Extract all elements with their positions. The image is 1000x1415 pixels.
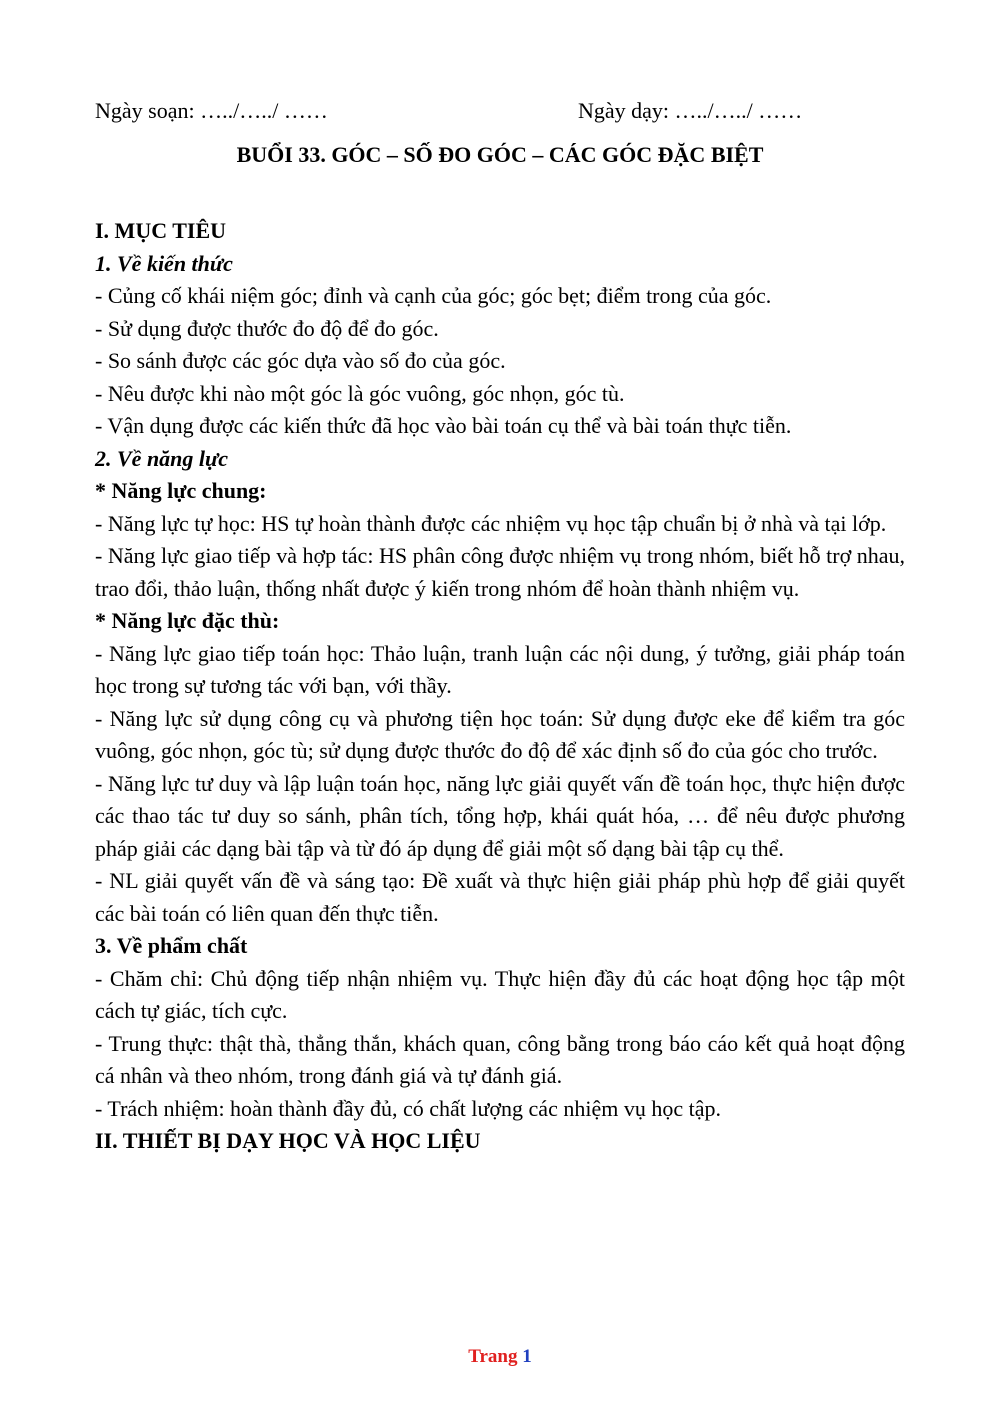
specific-competency-item: - Năng lực sử dụng công cụ và phương tiện học toán: Sử dụng được eke để kiểm tra góc vuông, góc nhọn, góc tù; sử dụng được thước đo độ để xác định số đo của góc cho trước. bbox=[95, 705, 905, 763]
page-number: 1 bbox=[522, 1346, 532, 1367]
subheading-competency: 2. Về năng lực bbox=[95, 445, 228, 471]
knowledge-item: - Nêu được khi nào một góc là góc vuông, góc nhọn, góc tù. bbox=[95, 380, 625, 406]
knowledge-item: - So sánh được các góc dựa vào số đo của góc. bbox=[95, 348, 506, 373]
quality-item: - Chăm chỉ: Chủ động tiếp nhận nhiệm vụ. Thực hiện đầy đủ các hoạt động học tập một cách tự giác, tích cực. bbox=[95, 965, 905, 1023]
general-competency-heading: * Năng lực chung: bbox=[95, 478, 267, 503]
subheading-qualities: 3. Về phẩm chất bbox=[95, 933, 248, 958]
knowledge-item: - Vận dụng được các kiến thức đã học vào bài toán cụ thể và bài toán thực tiễn. bbox=[95, 413, 792, 438]
lesson-title: BUỔI 33. GÓC – SỐ ĐO GÓC – CÁC GÓC ĐẶC BIỆT bbox=[236, 142, 764, 167]
general-competency-item: - Năng lực tự học: HS tự hoàn thành được các nhiệm vụ học tập chuẩn bị ở nhà và tại lớp. bbox=[95, 510, 887, 536]
specific-competency-heading: * Năng lực đặc thù: bbox=[95, 608, 280, 633]
section-heading-objectives: I. MỤC TIÊU bbox=[95, 218, 227, 243]
specific-competency-item: - Năng lực tư duy và lập luận toán học, năng lực giải quyết vấn đề toán học, thực hiện được các thao tác tư duy so sánh, phân tích, tổng hợp, khái quát hóa, … để nêu được phương pháp giải các dạng bài tập và từ đó áp dụng để giải một số dạng bài tập cụ thể. bbox=[95, 770, 905, 861]
section-heading-equipment: II. THIẾT BỊ DẠY HỌC VÀ HỌC LIỆU bbox=[95, 1128, 481, 1153]
general-competency-item: - Năng lực giao tiếp và hợp tác: HS phân công được nhiệm vụ trong nhóm, biết hỗ trợ nhau, trao đổi, thảo luận, thống nhất được ý kiến trong nhóm để hoàn thành nhiệm vụ. bbox=[95, 543, 905, 601]
page-label: Trang bbox=[468, 1346, 518, 1367]
quality-item: - Trung thực: thật thà, thẳng thắn, khách quan, công bằng trong báo cáo kết quả hoạt động cá nhân và theo nhóm, trong đánh giá và tự đánh giá. bbox=[95, 1030, 905, 1088]
teach-date: Ngày dạy: …../…../ …… bbox=[578, 98, 803, 123]
page-footer bbox=[0, 1344, 1000, 1370]
subheading-knowledge: 1. Về kiến thức bbox=[95, 250, 233, 276]
document-body bbox=[95, 215, 905, 1158]
knowledge-item: - Củng cố khái niệm góc; đỉnh và cạnh của góc; góc bẹt; điểm trong của góc. bbox=[95, 283, 772, 308]
knowledge-item: - Sử dụng được thước đo độ để đo góc. bbox=[95, 315, 439, 341]
quality-item: - Trách nhiệm: hoàn thành đầy đủ, có chất lượng các nhiệm vụ học tập. bbox=[95, 1095, 721, 1121]
prep-date: Ngày soạn: …../…../ …… bbox=[95, 98, 328, 123]
specific-competency-item: - Năng lực giao tiếp toán học: Thảo luận, tranh luận các nội dung, ý tưởng, giải pháp toán học trong sự tương tác với bạn, với thầy. bbox=[95, 640, 905, 698]
specific-competency-item: - NL giải quyết vấn đề và sáng tạo: Đề xuất và thực hiện giải pháp phù hợp để giải quyết các bài toán có liên quan đến thực tiễn. bbox=[95, 868, 905, 926]
